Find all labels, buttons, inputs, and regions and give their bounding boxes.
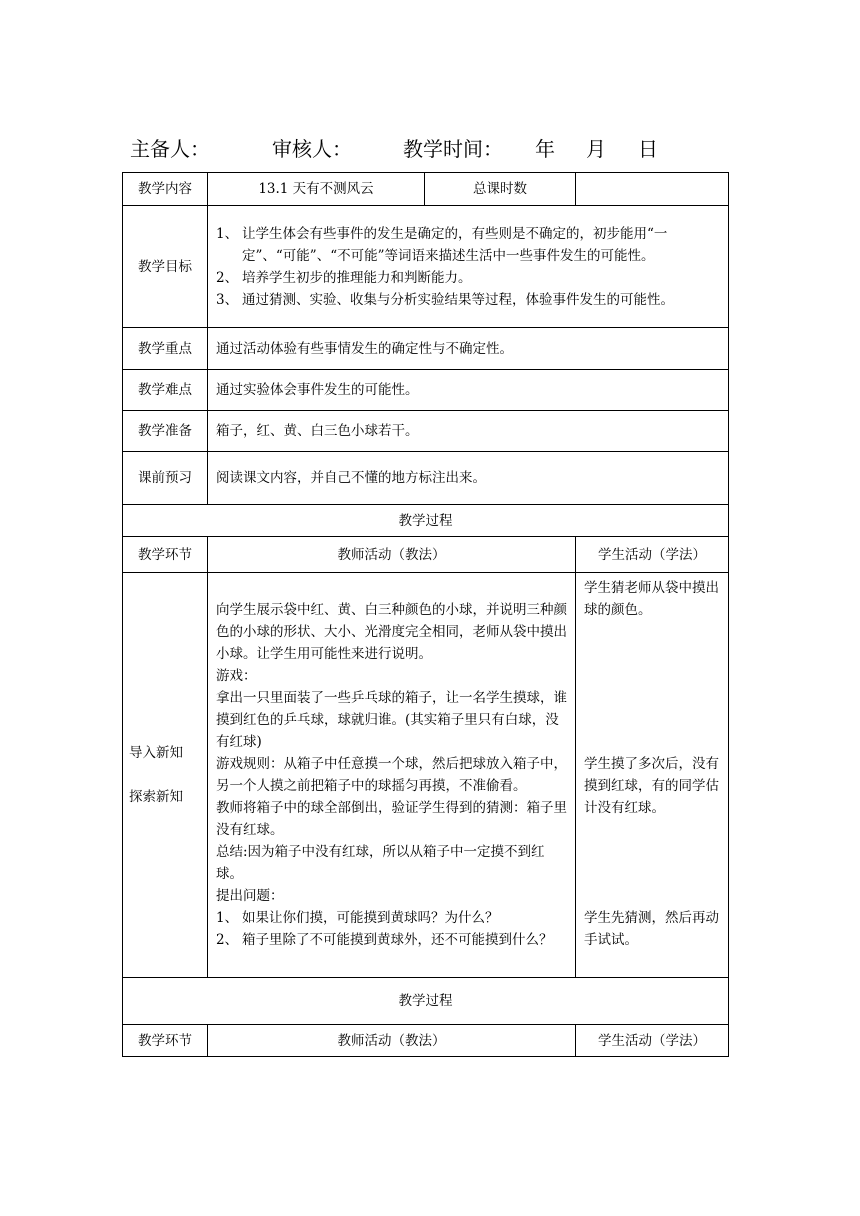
student-activity-2: 学生摸了多次后，没有摸到红球，有的同学估计没有红球。 [584, 756, 719, 816]
preparer-label: 主备人： [130, 137, 210, 161]
content-value: 13.1 天有不测风云 [208, 173, 425, 206]
day-label: 日 [638, 137, 658, 161]
hours-label: 总课时数 [425, 173, 576, 206]
content-label: 教学内容 [123, 173, 208, 206]
goal-number: 2、 [216, 269, 239, 286]
goal-item [216, 267, 720, 289]
process-header-row-2 [123, 1025, 729, 1057]
question-number: 1、 [216, 910, 239, 926]
month-label: 月 [586, 137, 606, 161]
goal-number: 1、 [216, 225, 239, 242]
preview-text: 阅读课文内容，并自己不懂的地方标注出来。 [208, 452, 729, 505]
student-column-header: 学生活动（学法） [576, 537, 729, 573]
goals-row [123, 206, 729, 328]
teacher-column-header: 教师活动（教法） [208, 537, 576, 573]
student-activity-cell [576, 573, 729, 978]
teacher-paragraph: 游戏规则：从箱子中任意摸一个球，然后把球放入箱子中，另一个人摸之前把箱子中的球摇匀再摸，不准偷看。 [216, 756, 567, 794]
key-points-text: 通过活动体验有些事情发生的确定性与不确定性。 [208, 328, 729, 370]
process-title: 教学过程 [123, 505, 729, 537]
student-activity-3: 学生先猜测，然后再动手试试。 [584, 910, 719, 948]
preparation-text: 箱子，红、黄、白三色小球若干。 [208, 411, 729, 452]
goal-number: 3、 [216, 291, 239, 308]
student-activity-1: 学生猜老师从袋中摸出球的颜色。 [584, 580, 719, 618]
question-item [216, 929, 567, 951]
goals-content [208, 206, 729, 328]
year-label: 年 [535, 137, 555, 161]
stage-intro: 导入新知 [129, 745, 183, 761]
difficulty-row [123, 370, 729, 411]
key-points-row [123, 328, 729, 370]
student-column-header-2: 学生活动（学法） [576, 1025, 729, 1057]
teacher-paragraph: 游戏： [216, 668, 257, 684]
process-title-row [123, 505, 729, 537]
question-item [216, 907, 567, 929]
stage-cell [123, 573, 208, 978]
document-header [0, 134, 860, 164]
stage-explore: 探索新知 [129, 789, 183, 805]
stage-column-header: 教学环节 [123, 537, 208, 573]
teacher-paragraph: 向学生展示袋中红、黄、白三种颜色的小球，并说明三种颜色的小球的形状、大小、光滑度完全相同，老师从袋中摸出小球。让学生用可能性来进行说明。 [216, 602, 567, 662]
question-number: 2、 [216, 932, 239, 948]
teacher-activity-cell [208, 573, 576, 978]
difficulty-label: 教学难点 [123, 370, 208, 411]
key-points-label: 教学重点 [123, 328, 208, 370]
teacher-paragraph: 拿出一只里面装了一些乒乓球的箱子，让一名学生摸球，谁摸到红色的乒乓球，球就归谁。(其实箱子里只有白球，没有红球) [216, 690, 567, 750]
lesson-plan-table [122, 172, 729, 1057]
goal-text: 让学生体会有些事件的发生是确定的，有些则是不确定的，初步能用“一定”、“可能”、“不可能”等词语来描述生活中一些事件发生的可能性。 [242, 225, 668, 264]
teacher-paragraph: 教师将箱子中的球全部倒出，验证学生得到的猜测：箱子里没有红球。 [216, 800, 567, 838]
goals-label: 教学目标 [123, 206, 208, 328]
goal-text: 通过猜测、实验、收集与分析实验结果等过程，体验事件发生的可能性。 [242, 291, 674, 308]
teacher-column-header-2: 教师活动（教法） [208, 1025, 576, 1057]
goal-item [216, 289, 720, 311]
question-text: 如果让你们摸，可能摸到黄球吗？为什么？ [242, 910, 499, 926]
question-text: 箱子里除了不可能摸到黄球外，还不可能摸到什么？ [242, 932, 553, 948]
reviewer-label: 审核人： [272, 137, 352, 161]
goal-item [216, 223, 720, 267]
teacher-paragraph: 总结:因为箱子中没有红球，所以从箱子中一定摸不到红球。 [216, 844, 545, 882]
process-title-row-2 [123, 978, 729, 1025]
process-header-row [123, 537, 729, 573]
hours-value [576, 173, 729, 206]
preview-row [123, 452, 729, 505]
process-title-2: 教学过程 [123, 978, 729, 1025]
teacher-paragraph: 提出问题： [216, 888, 284, 904]
preparation-label: 教学准备 [123, 411, 208, 452]
goal-text: 培养学生初步的推理能力和判断能力。 [242, 269, 472, 286]
teaching-time-label: 教学时间： [403, 137, 503, 161]
difficulty-text: 通过实验体会事件发生的可能性。 [208, 370, 729, 411]
preparation-row [123, 411, 729, 452]
process-body-row [123, 573, 729, 978]
content-row [123, 173, 729, 206]
stage-column-header-2: 教学环节 [123, 1025, 208, 1057]
preview-label: 课前预习 [123, 452, 208, 505]
